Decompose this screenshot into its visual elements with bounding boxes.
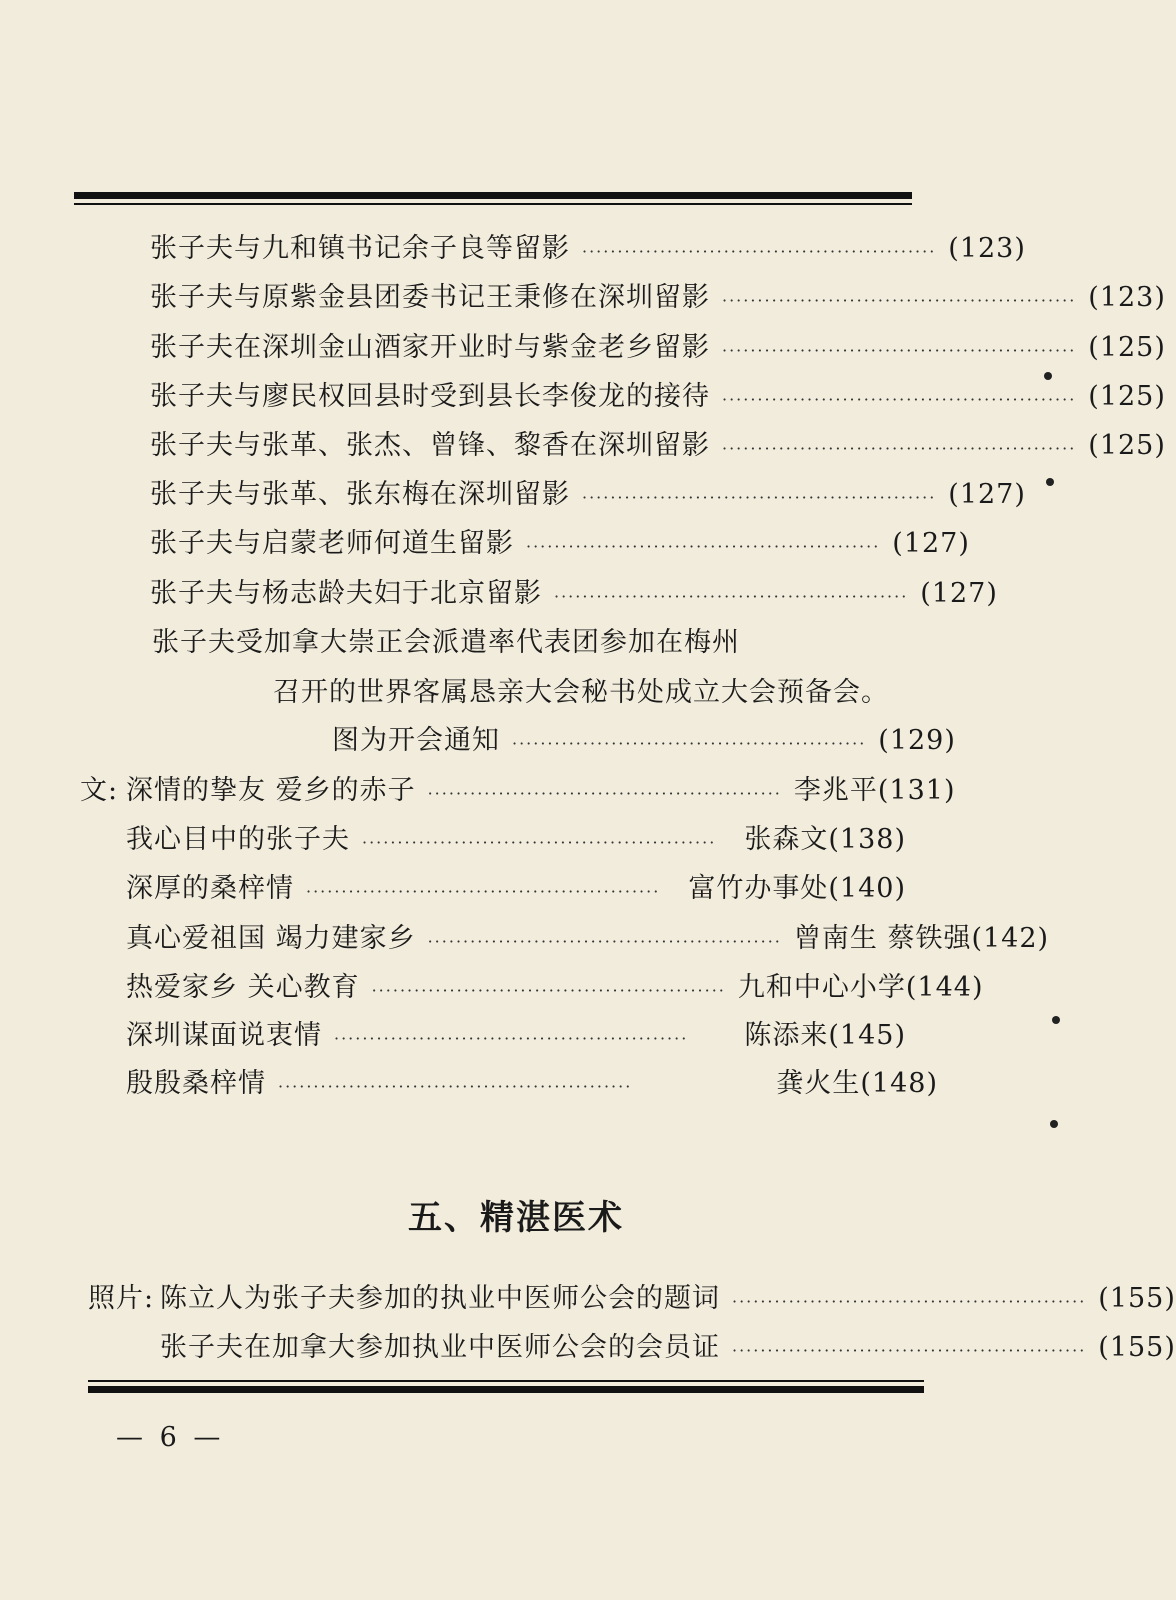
chapter-heading: 五、精湛医术 — [408, 1198, 624, 1238]
binding-hole-mark — [1050, 1120, 1058, 1128]
entry-title: 张子夫与张革、张东梅在深圳留影 — [150, 479, 570, 510]
dot-leader: ·················································· — [278, 1077, 633, 1096]
toc-entry-line-2: 召开的世界客属恳亲大会秘书处成立大会预备会。 — [273, 677, 889, 708]
binding-hole-mark — [1044, 372, 1052, 380]
dot-leader: ·················································· — [362, 833, 717, 852]
entry-page: (127) — [948, 479, 1026, 510]
toc-entry — [160, 1282, 1176, 1319]
entry-title: 张子夫在加拿大参加执业中医师公会的会员证 — [160, 1332, 720, 1363]
entry-page: (155) — [1098, 1332, 1176, 1363]
entry-page: (127) — [920, 578, 998, 609]
entry-page: (123) — [1088, 282, 1166, 313]
dot-leader: ·················································· — [306, 882, 661, 901]
top-rule-thick — [74, 192, 912, 199]
toc-entry — [126, 774, 956, 811]
toc-entry — [150, 527, 970, 564]
entry-title: 陈立人为张子夫参加的执业中医师公会的题词 — [160, 1283, 720, 1314]
entry-author-page: 陈添来(145) — [744, 1020, 906, 1051]
entry-page: (125) — [1088, 381, 1166, 412]
entry-title: 张子夫与廖民权回县时受到县长李俊龙的接待 — [150, 381, 710, 412]
entry-title: 深情的挚友 爱乡的赤子 — [126, 775, 416, 806]
dot-leader: ·················································· — [722, 291, 1077, 310]
dot-leader: ·················································· — [526, 537, 881, 556]
dot-leader: ·················································· — [732, 1341, 1087, 1360]
dot-leader: ·················································· — [732, 1292, 1087, 1311]
dot-leader: ·················································· — [554, 587, 909, 606]
entry-page: (125) — [1088, 332, 1166, 363]
entry-title: 张子夫与张革、张杰、曾锋、黎香在深圳留影 — [150, 430, 710, 461]
entry-title: 深圳谋面说衷情 — [126, 1020, 322, 1051]
dot-leader: ·················································· — [334, 1029, 689, 1048]
entry-title: 张子夫与原紫金县团委书记王秉修在深圳留影 — [150, 282, 710, 313]
page-number: — 6 — — [116, 1422, 225, 1453]
toc-entry — [150, 281, 1166, 318]
entry-page: (127) — [892, 528, 970, 559]
dot-leader: ·················································· — [722, 341, 1077, 360]
entry-page: (123) — [948, 233, 1026, 264]
binding-hole-mark — [1046, 478, 1054, 486]
dot-leader: ·················································· — [371, 981, 726, 1000]
entry-title: 张子夫与启蒙老师何道生留影 — [150, 528, 514, 559]
entry-author-page: 富竹办事处(140) — [688, 873, 906, 904]
binding-hole-mark — [1052, 1016, 1060, 1024]
toc-entry — [126, 971, 984, 1008]
toc-entry — [126, 823, 906, 860]
entry-title: 热爱家乡 关心教育 — [126, 972, 360, 1003]
section-prefix-articles: 文: — [80, 775, 119, 806]
toc-entry — [160, 1331, 1176, 1368]
entry-page: (125) — [1088, 430, 1166, 461]
toc-entry — [126, 1019, 906, 1056]
section-prefix-photos: 照片: — [88, 1283, 155, 1314]
toc-entry — [150, 232, 1026, 269]
entry-title: 深厚的桑梓情 — [126, 873, 294, 904]
dot-leader: ·················································· — [427, 932, 782, 951]
entry-title: 图为开会通知 — [332, 725, 500, 756]
toc-entry — [126, 872, 906, 909]
dot-leader: ·················································· — [722, 439, 1077, 458]
toc-entry — [126, 922, 1050, 959]
toc-entry — [126, 1067, 938, 1104]
entry-author-page: 张森文(138) — [744, 824, 906, 855]
toc-entry — [150, 331, 1166, 368]
toc-entry — [150, 577, 998, 614]
entry-title: 我心目中的张子夫 — [126, 824, 350, 855]
toc-entry-line-1: 张子夫受加拿大崇正会派遣率代表团参加在梅州 — [152, 627, 740, 658]
entry-title: 殷殷桑梓情 — [126, 1068, 266, 1099]
entry-title: 真心爱祖国 竭力建家乡 — [126, 923, 416, 954]
dot-leader: ·················································· — [582, 488, 937, 507]
dot-leader: ·················································· — [582, 242, 937, 261]
toc-entry — [150, 478, 1026, 515]
entry-author-page: 曾南生 蔡铁强(142) — [793, 923, 1050, 954]
bottom-rule-thin — [88, 1380, 924, 1382]
entry-author-page: 李兆平(131) — [793, 775, 956, 806]
toc-entry — [150, 380, 1166, 417]
entry-title: 张子夫与杨志龄夫妇于北京留影 — [150, 578, 542, 609]
entry-title: 张子夫在深圳金山酒家开业时与紫金老乡留影 — [150, 332, 710, 363]
entry-author-page: 九和中心小学(144) — [737, 972, 984, 1003]
dot-leader: ·················································· — [722, 390, 1077, 409]
toc-entry-line-3 — [332, 724, 956, 761]
bottom-rule-thick — [88, 1386, 924, 1393]
entry-page: (129) — [878, 725, 956, 756]
dot-leader: ·················································· — [512, 734, 867, 753]
toc-entry — [150, 429, 1166, 466]
entry-author-page: 龚火生(148) — [776, 1068, 938, 1099]
dot-leader: ·················································· — [427, 784, 782, 803]
top-rule-thin — [74, 203, 912, 205]
entry-title: 张子夫与九和镇书记余子良等留影 — [150, 233, 570, 264]
entry-page: (155) — [1098, 1283, 1176, 1314]
